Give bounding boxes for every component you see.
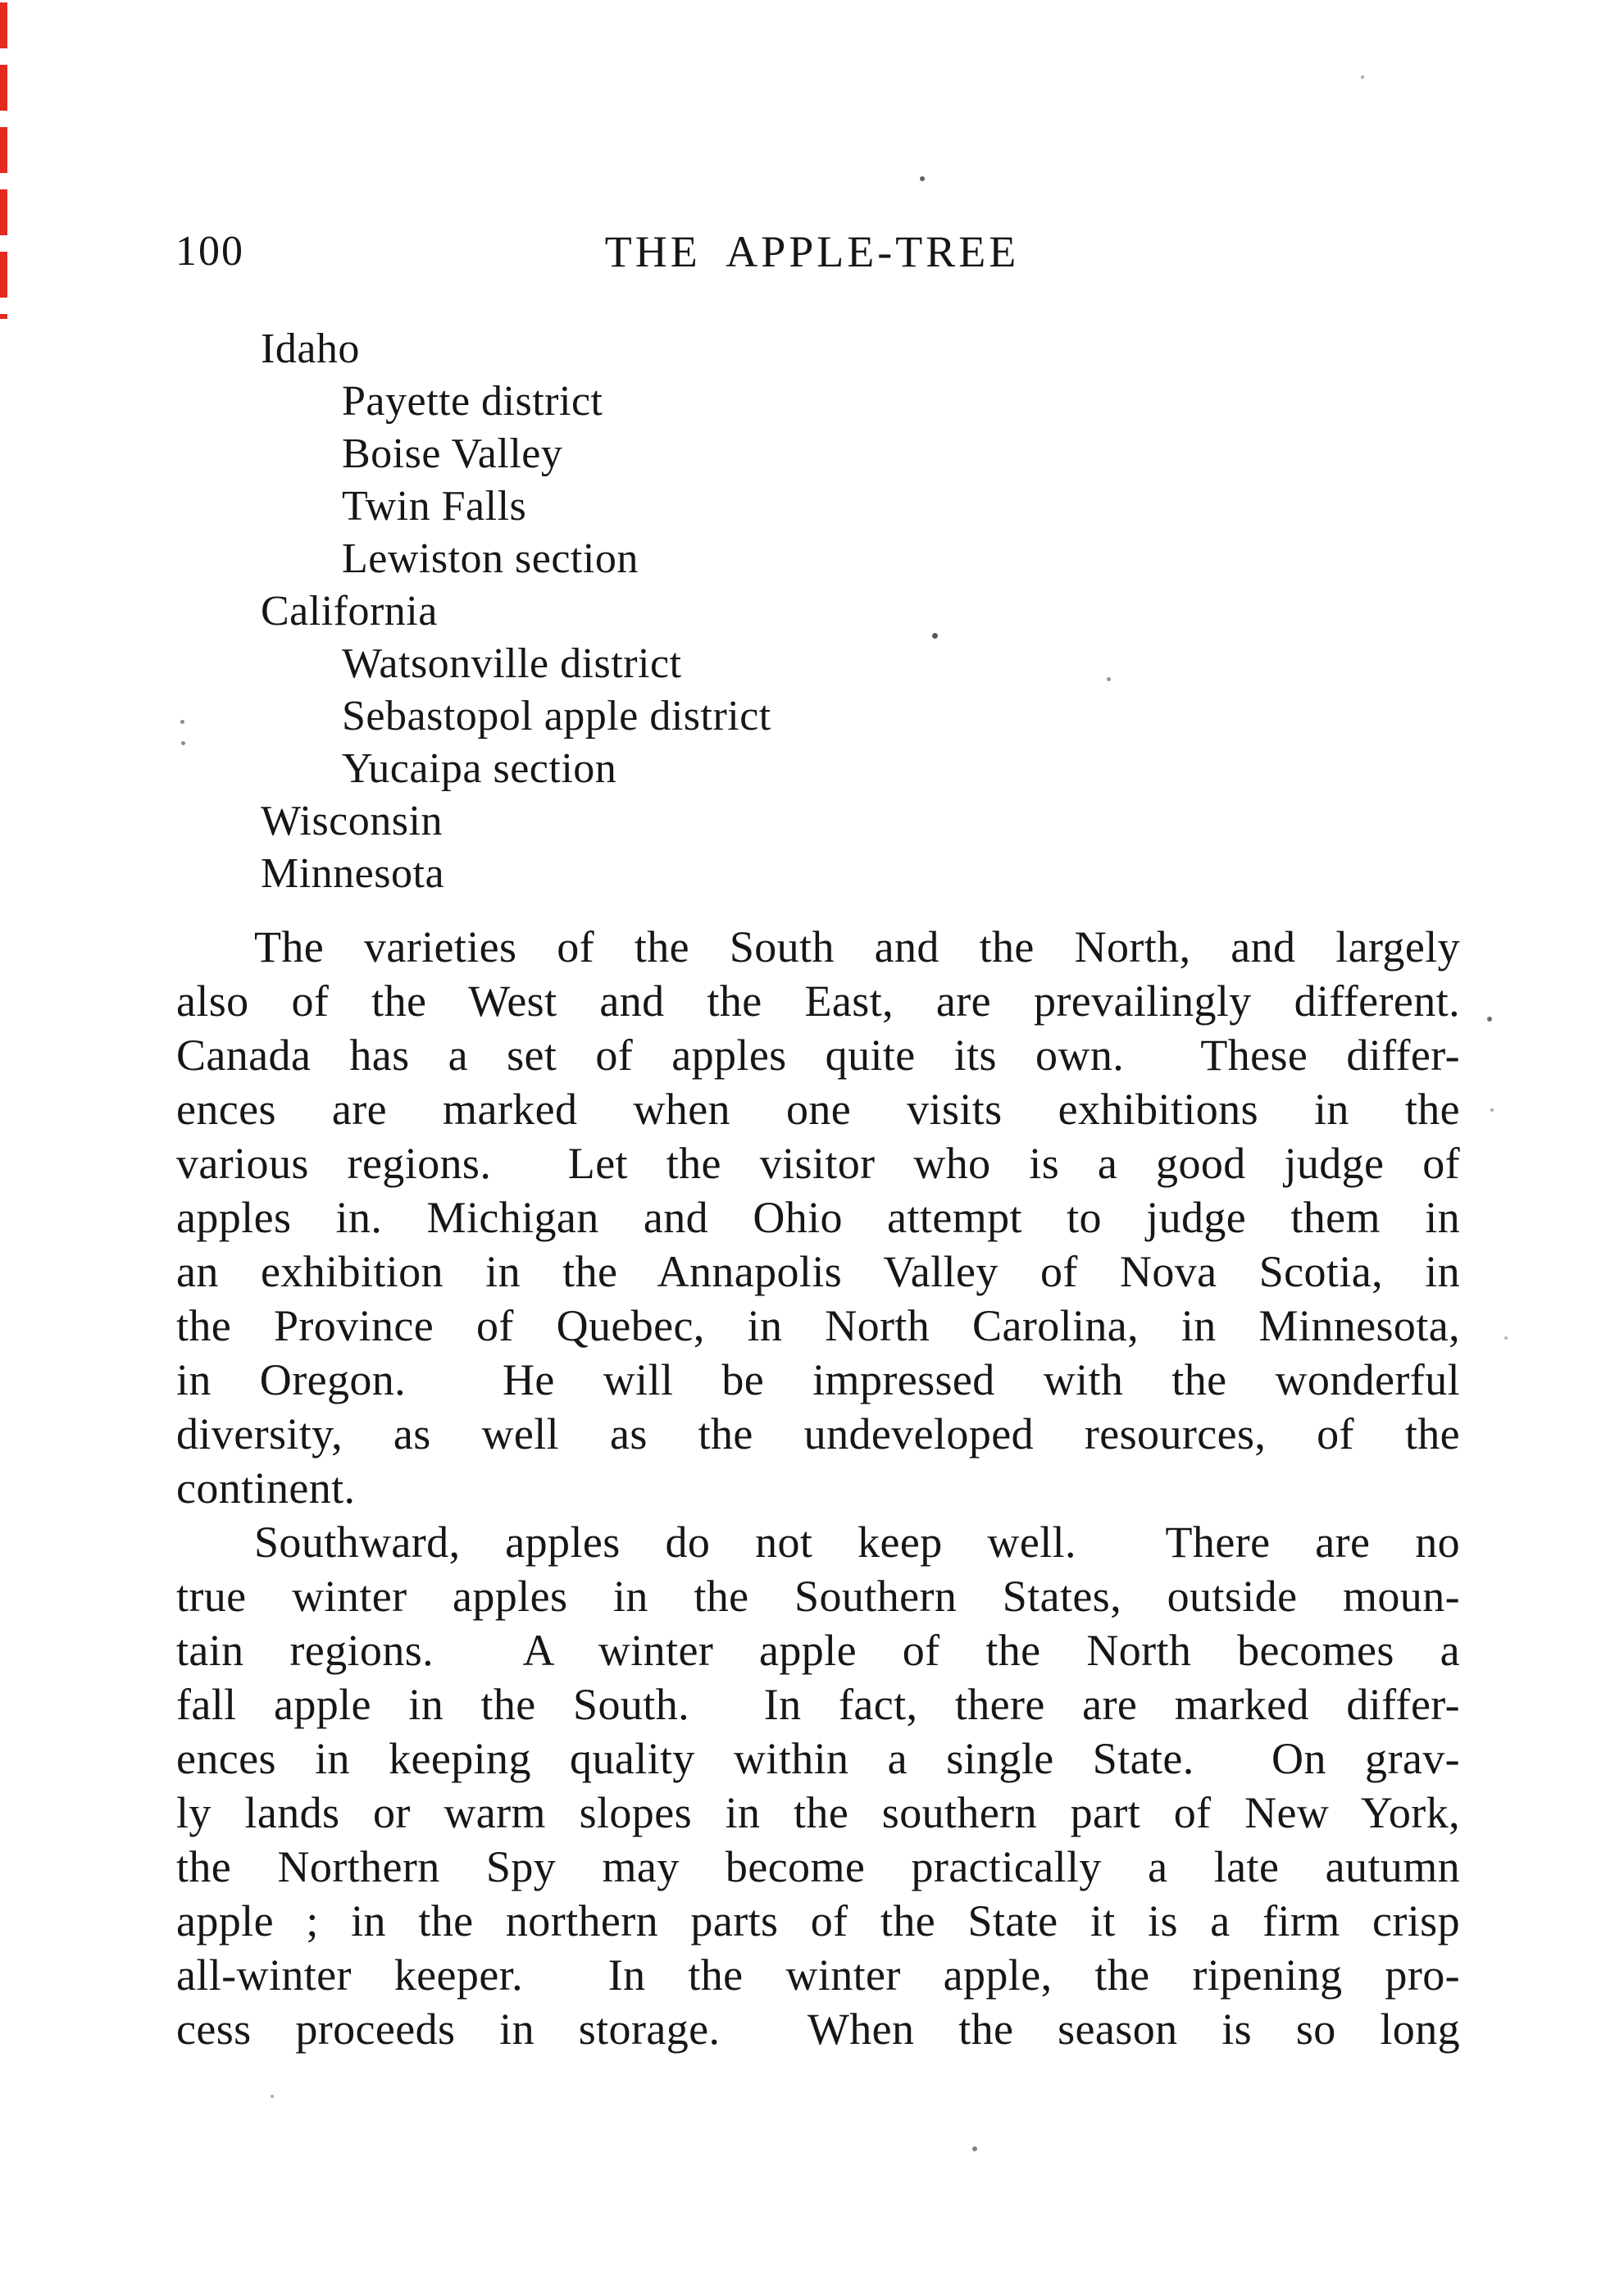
body-line: true winter apples in the Southern States, outside moun- (176, 1572, 1460, 1621)
body-line: apple ; in the northern parts of the State it is a firm crisp (176, 1896, 1460, 1946)
region-list-item: Payette district (342, 378, 603, 425)
region-list-item: Sebastopol apple district (342, 693, 771, 740)
region-list-item: Boise Valley (342, 430, 563, 477)
scan-speck (180, 720, 184, 724)
region-list-item: Wisconsin (261, 798, 443, 844)
running-header: THE APPLE-TREE (604, 227, 1020, 276)
body-line: an exhibition in the Annapolis Valley of Nova Scotia, in (176, 1247, 1460, 1296)
scan-speck (932, 633, 938, 639)
body-line: Southward, apples do not keep well. There are no (254, 1518, 1460, 1567)
body-line: Canada has a set of apples quite its own. These differ- (176, 1031, 1460, 1080)
scan-speck (1487, 1017, 1492, 1022)
body-line: ences are marked when one visits exhibitions in the (176, 1085, 1460, 1134)
region-list-item: Twin Falls (342, 483, 527, 530)
body-line: all-winter keeper. In the winter apple, the ripening pro- (176, 1950, 1460, 2000)
body-line: fall apple in the South. In fact, there are marked differ- (176, 1680, 1460, 1729)
region-list-item: Watsonville district (342, 640, 682, 687)
body-line: The varieties of the South and the North, and largely (254, 922, 1460, 972)
scan-speck (1504, 1336, 1508, 1340)
region-list-item: Lewiston section (342, 535, 639, 582)
region-list-item: Idaho (261, 325, 360, 372)
scan-speck (271, 2095, 274, 2098)
body-text (176, 920, 1460, 2056)
body-line: cess proceeds in storage. When the season is so long (176, 2005, 1460, 2054)
body-line: also of the West and the East, are prevailingly different. (176, 976, 1460, 1026)
page-number: 100 (175, 228, 244, 275)
scan-speck (1490, 1108, 1494, 1112)
scan-speck (181, 741, 185, 745)
body-line: apples in. Michigan and Ohio attempt to judge them in (176, 1193, 1460, 1242)
region-list-item: California (261, 588, 438, 635)
body-line: various regions. Let the visitor who is a good judge of (176, 1139, 1460, 1188)
region-list-item: Minnesota (261, 850, 445, 897)
body-line: the Province of Quebec, in North Carolina, in Minnesota, (176, 1301, 1460, 1350)
body-line: the Northern Spy may become practically a late autumn (176, 1842, 1460, 1891)
region-list-item: Yucaipa section (342, 745, 617, 792)
body-line: continent. (176, 1463, 356, 1513)
body-line: diversity, as well as the undeveloped resources, of the (176, 1409, 1460, 1459)
scan-speck (972, 2146, 977, 2151)
scan-speck (920, 176, 925, 181)
body-line: in Oregon. He will be impressed with the wonderful (176, 1355, 1460, 1404)
region-list (261, 323, 771, 900)
scan-speck (1107, 677, 1111, 681)
body-line: ly lands or warm slopes in the southern part of New York, (176, 1788, 1460, 1837)
scan-speck (1361, 75, 1364, 79)
body-line: tain regions. A winter apple of the North becomes a (176, 1626, 1460, 1675)
body-line: ences in keeping quality within a single State. On grav- (176, 1734, 1460, 1783)
